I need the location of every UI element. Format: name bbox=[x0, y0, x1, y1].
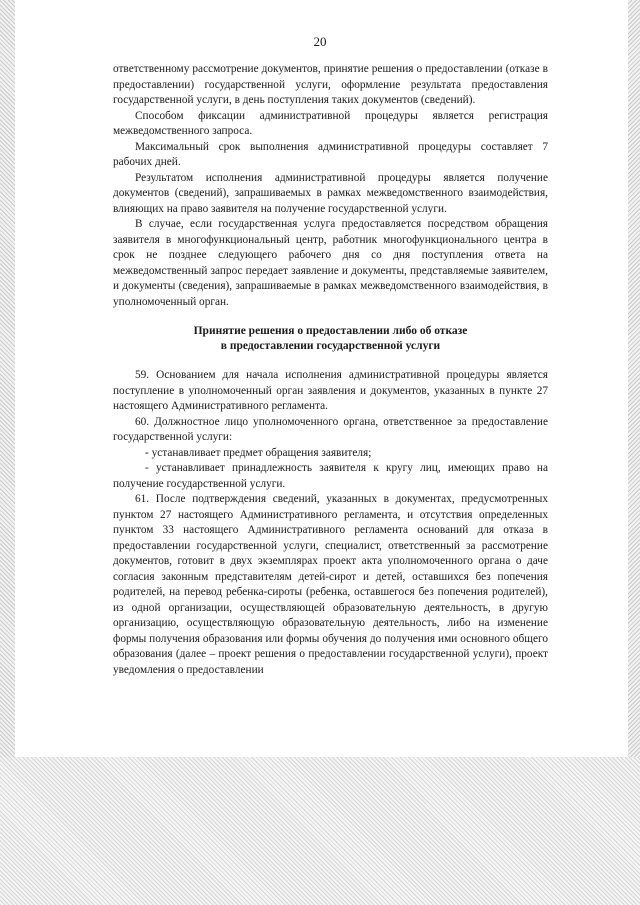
paragraph: Максимальный срок выполнения административной процедуры составляет 7 рабочих дней. bbox=[113, 140, 548, 168]
paragraph: Результатом исполнения административной процедуры является получение документов (сведений), запрашиваемых в рамках межведомственного взаимодействия, влияющих на право заявителя на получение государственной услуги. bbox=[113, 171, 548, 215]
paragraph-61: 61. После подтверждения сведений, указанных в документах, предусмотренных пунктом 27 настоящего Административного регламента, и отсутствия определенных пунктом 33 настоящего Административного регламента оснований для отказа в предоставлении государственной услуги, специалист, ответственный за рассмотрение документов, готовит в двух экземплярах проект акта уполномоченного органа о даче согласия законным представителям детей-сирот и детей, оставшихся без попечения родителей, на перевод ребенка-сироты (ребенка, оставшегося без попечения родителей), из одной организации, осуществляющей образовательную деятельность, в другую организацию, осуществляющую образовательную деятельность, либо на изменение формы получения образования или формы обучения до получения ими основного общего образования (далее – проект решения о предоставлении государственной услуги), проект уведомления о предоставлении bbox=[113, 493, 548, 676]
section-heading-line: Принятие решения о предоставлении либо об отказе bbox=[193, 325, 468, 337]
section-heading-line: в предоставлении государственной услуги bbox=[220, 340, 441, 352]
paragraph: ответственному рассмотрение документов, принятие решения о предоставлении (отказе в предоставлении) государственной услуги, оформление результата предоставления государственной услуги, в день поступления таких документов (сведений). bbox=[113, 63, 548, 106]
document-body bbox=[113, 62, 548, 678]
scan-border-bottom bbox=[0, 757, 640, 905]
paragraph: Способом фиксации административной процедуры является регистрация межведомственного запроса. bbox=[113, 109, 548, 137]
section-heading bbox=[113, 324, 548, 354]
paragraph-59: 59. Основанием для начала исполнения административной процедуры является поступление в уполномоченный орган заявления и документов, указанных в пункте 27 настоящего Административного регламента. bbox=[113, 369, 548, 412]
list-item: - устанавливает принадлежность заявителя к кругу лиц, имеющих право на получение государственной услуги. bbox=[113, 462, 548, 490]
list-item: - устанавливает предмет обращения заявителя; bbox=[145, 446, 372, 459]
paragraph-60: 60. Должностное лицо уполномоченного органа, ответственное за предоставление государственной услуги: bbox=[113, 415, 548, 443]
page-number: 20 bbox=[313, 34, 327, 49]
paragraph: В случае, если государственная услуга предоставляется посредством обращения заявителя в многофункциональный центр, работник многофункционального центра в срок не позднее следующего рабочего дня со дня поступления ответа на межведомственный запрос передает заявление и документы, представляемые заявителем, и документы (сведения), запрашиваемые в рамках межведомственного взаимодействия, в уполномоченный орган. bbox=[113, 218, 548, 308]
